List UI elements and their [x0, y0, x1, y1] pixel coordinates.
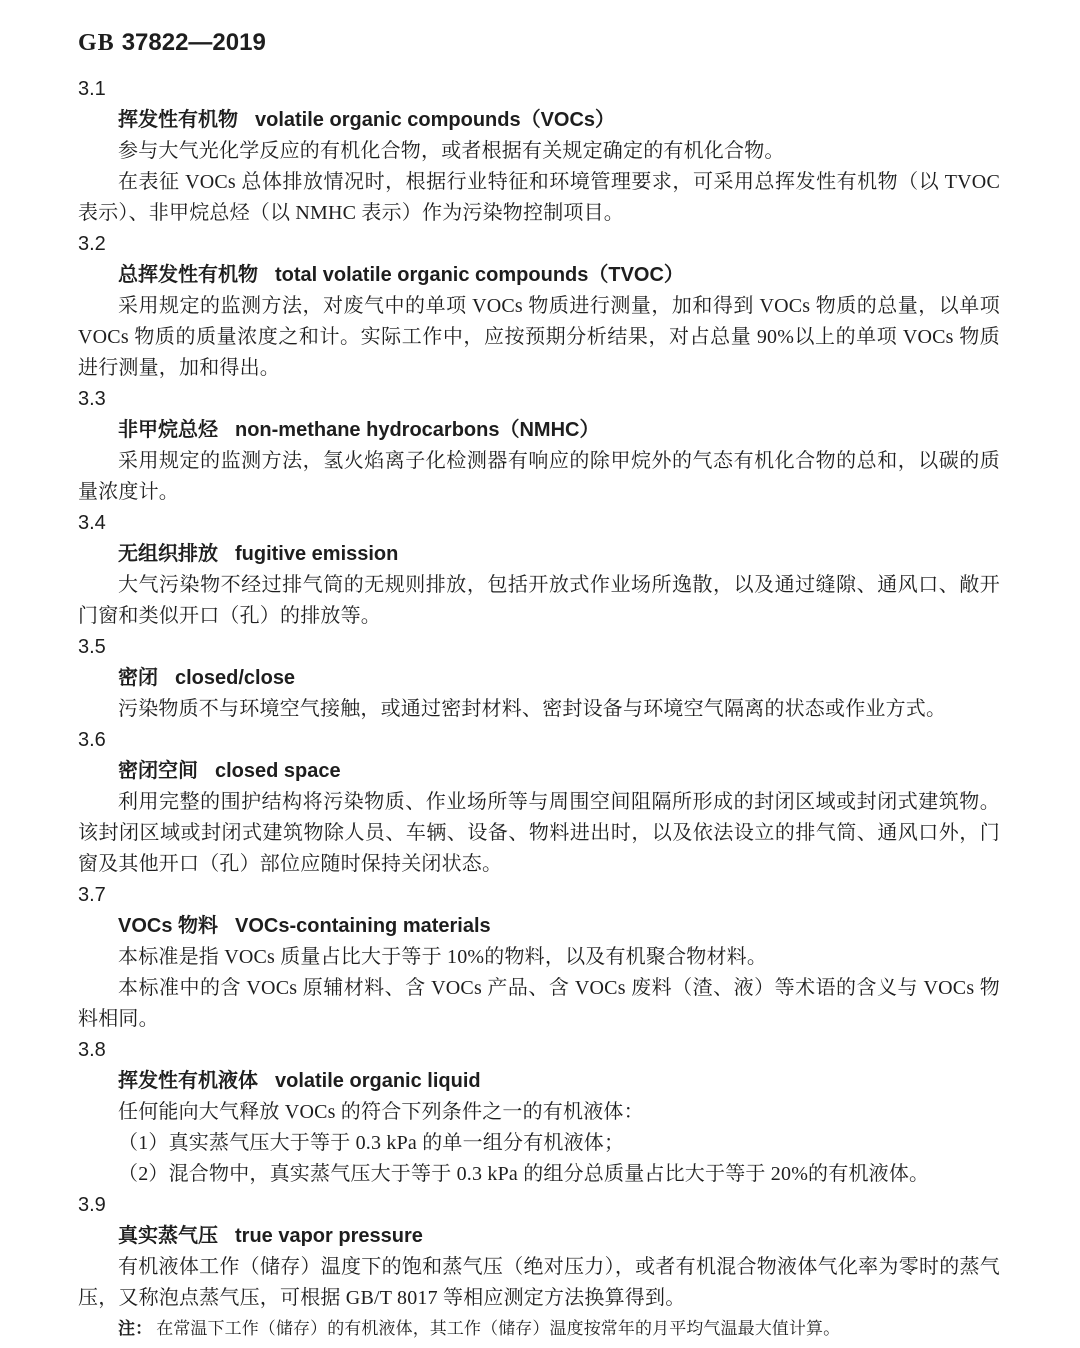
term-heading — [78, 911, 1000, 942]
definition-paragraph: 采用规定的监测方法，对废气中的单项 VOCs 物质进行测量，加和得到 VOCs 物质的总量，以单项 VOCs 物质的质量浓度之和计。实际工作中，应按预期分析结果，对占总量 90%以上的单项 VOCs 物质进行测量，加和得出。 — [78, 295, 1000, 379]
section-paragraphs — [78, 787, 1000, 880]
section-number: 3.4 — [78, 512, 106, 534]
term-zh: 总挥发性有机物 — [118, 264, 258, 286]
term-zh: 无组织排放 — [118, 543, 218, 565]
definition-paragraph: 大气污染物不经过排气筒的无规则排放，包括开放式作业场所逸散，以及通过缝隙、通风口、敞开门窗和类似开口（孔）的排放等。 — [78, 574, 1000, 627]
standard-code-number: 37822—2019 — [121, 29, 266, 56]
term-en: closed/close — [175, 667, 296, 689]
definition-paragraph: 有机液体工作（储存）温度下的饱和蒸气压（绝对压力），或者有机混合物液体气化率为零时的蒸气压，又称泡点蒸气压，可根据 GB/T 8017 等相应测定方法换算得到。 — [78, 1256, 1000, 1309]
section — [78, 1035, 1000, 1190]
term-zh: 挥发性有机物 — [118, 109, 238, 131]
section — [78, 880, 1000, 1035]
section-number: 3.3 — [78, 388, 106, 410]
term-heading — [78, 1221, 1000, 1252]
term-en: volatile organic compounds（VOCs） — [255, 109, 616, 131]
term-heading — [78, 1066, 1000, 1097]
term-zh: 真实蒸气压 — [118, 1225, 218, 1247]
section-number: 3.1 — [78, 78, 106, 100]
definition-paragraph: 参与大气光化学反应的有机化合物，或者根据有关规定确定的有机化合物。 — [118, 140, 785, 162]
definition-paragraph: 任何能向大气释放 VOCs 的符合下列条件之一的有机液体： — [118, 1101, 644, 1123]
section — [78, 508, 1000, 632]
definition-paragraph: 污染物质不与环境空气接触，或通过密封材料、密封设备与环境空气隔离的状态或作业方式。 — [118, 698, 947, 720]
definition-paragraph: （1）真实蒸气压大于等于 0.3 kPa 的单一组分有机液体； — [118, 1132, 625, 1154]
term-zh: 非甲烷总烃 — [118, 419, 218, 441]
term-en: volatile organic liquid — [275, 1070, 481, 1092]
term-zh: 挥发性有机液体 — [118, 1070, 258, 1092]
section-paragraphs — [78, 1097, 1000, 1190]
section-paragraphs — [78, 570, 1000, 632]
term-zh: VOCs 物料 — [118, 915, 219, 937]
section — [78, 74, 1000, 229]
term-en: total volatile organic compounds（TVOC） — [275, 264, 684, 286]
term-en: closed space — [215, 760, 341, 782]
definition-paragraph: 利用完整的围护结构将污染物质、作业场所等与周围空间阻隔所形成的封闭区域或封闭式建筑物。该封闭区域或封闭式建筑物除人员、车辆、设备、物料进出时，以及依法设立的排气筒、通风口外，门窗及其他开口（孔）部位应随时保持关闭状态。 — [78, 791, 1000, 875]
note-paragraph — [78, 1314, 1000, 1344]
definition-paragraph: 本标准中的含 VOCs 原辅材料、含 VOCs 产品、含 VOCs 废料（渣、液）等术语的含义与 VOCs 物料相同。 — [78, 977, 1000, 1030]
term-heading — [78, 105, 1000, 136]
section-number: 3.6 — [78, 729, 106, 751]
term-en: true vapor pressure — [235, 1225, 423, 1247]
section — [78, 1190, 1000, 1344]
term-heading — [78, 663, 1000, 694]
term-heading — [78, 539, 1000, 570]
term-zh: 密闭空间 — [118, 760, 198, 782]
section-paragraphs — [78, 291, 1000, 384]
term-en: fugitive emission — [235, 543, 399, 565]
section-number: 3.2 — [78, 233, 106, 255]
section — [78, 384, 1000, 508]
term-en: VOCs-containing materials — [235, 915, 491, 937]
definition-paragraph: 本标准是指 VOCs 质量占比大于等于 10%的物料，以及有机聚合物材料。 — [118, 946, 768, 968]
section-number: 3.7 — [78, 884, 106, 906]
term-en: non-methane hydrocarbons（NMHC） — [235, 419, 600, 441]
note-label: 注： — [118, 1319, 153, 1338]
document-header — [78, 26, 1000, 60]
section-paragraphs — [78, 694, 1000, 725]
section — [78, 725, 1000, 880]
section-paragraphs — [78, 446, 1000, 508]
definition-paragraph: 在表征 VOCs 总体排放情况时，根据行业特征和环境管理要求，可采用总挥发性有机物（以 TVOC 表示）、非甲烷总烃（以 NMHC 表示）作为污染物控制项目。 — [78, 171, 1000, 224]
section-paragraphs — [78, 1252, 1000, 1344]
standard-code-prefix: GB — [78, 30, 115, 56]
term-heading — [78, 756, 1000, 787]
section-number: 3.9 — [78, 1194, 106, 1216]
section — [78, 632, 1000, 725]
term-zh: 密闭 — [118, 667, 158, 689]
section-number: 3.8 — [78, 1039, 106, 1061]
term-heading — [78, 415, 1000, 446]
note-text: 在常温下工作（储存）的有机液体，其工作（储存）温度按常年的月平均气温最大值计算。 — [156, 1319, 841, 1338]
definition-paragraph: （2）混合物中，真实蒸气压大于等于 0.3 kPa 的组分总质量占比大于等于 20%的有机液体。 — [118, 1163, 930, 1185]
section — [78, 229, 1000, 384]
definition-paragraph: 采用规定的监测方法，氢火焰离子化检测器有响应的除甲烷外的气态有机化合物的总和，以碳的质量浓度计。 — [78, 450, 1000, 503]
section-number: 3.5 — [78, 636, 106, 658]
term-heading — [78, 260, 1000, 291]
section-paragraphs — [78, 942, 1000, 1035]
document-body — [78, 74, 1000, 1344]
section-paragraphs — [78, 136, 1000, 229]
